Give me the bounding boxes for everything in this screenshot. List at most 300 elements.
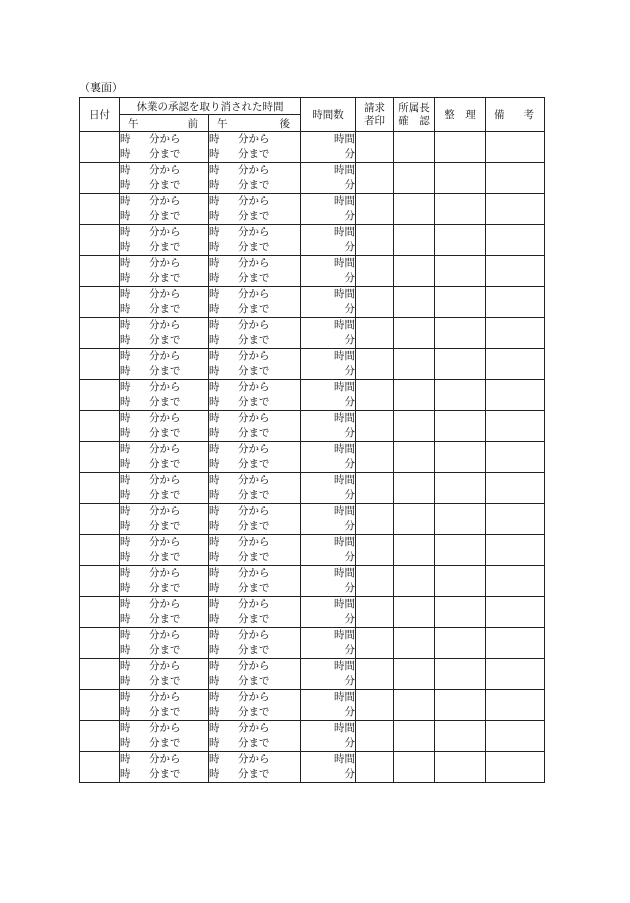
entry-remarks-cell[interactable]: [486, 411, 545, 442]
entry-arrangement-cell[interactable]: [435, 535, 486, 566]
entry-supervisor-confirm-cell[interactable]: [394, 628, 435, 659]
header-morning-right: 前: [187, 117, 198, 130]
entry-arrangement-cell[interactable]: [435, 473, 486, 504]
afternoon-start-hour-label: 時: [209, 474, 220, 486]
entry-arrangement-cell[interactable]: [435, 349, 486, 380]
entry-arrangement-cell[interactable]: [435, 132, 486, 163]
duration-hours-label: 時間: [334, 350, 355, 362]
morning-end-hour-label: 時: [120, 427, 131, 439]
entry-remarks-cell[interactable]: [486, 349, 545, 380]
entry-duration-cell[interactable]: [301, 349, 356, 380]
entry-requester-seal-cell[interactable]: [356, 721, 394, 752]
morning-start-minute-label: 分から: [149, 412, 181, 424]
header-requester-line1: 請求: [364, 101, 385, 114]
header-supervisor-confirm: [394, 98, 435, 132]
entry-duration-cell[interactable]: [301, 380, 356, 411]
entry-row: [80, 163, 545, 194]
entry-remarks-cell[interactable]: [486, 504, 545, 535]
entry-duration-cell[interactable]: [301, 411, 356, 442]
header-cancelled-time: 休業の承認を取り消された時間: [120, 98, 301, 115]
entry-requester-seal-cell[interactable]: [356, 535, 394, 566]
afternoon-end-minute-label: 分まで: [238, 644, 270, 656]
entry-supervisor-confirm-cell[interactable]: [394, 504, 435, 535]
entry-remarks-cell[interactable]: [486, 473, 545, 504]
entry-arrangement-cell[interactable]: [435, 752, 486, 783]
afternoon-end-minute-label: 分まで: [238, 210, 270, 222]
entry-remarks-cell[interactable]: [486, 628, 545, 659]
entry-morning-cell[interactable]: [120, 504, 209, 535]
afternoon-start-hour-label: 時: [209, 350, 220, 362]
page-side-label: （裏面）: [79, 81, 123, 94]
entry-date-cell[interactable]: [80, 504, 120, 535]
entry-arrangement-cell[interactable]: [435, 318, 486, 349]
entry-supervisor-confirm-cell[interactable]: [394, 442, 435, 473]
entry-morning-cell[interactable]: [120, 132, 209, 163]
entry-afternoon-cell[interactable]: [209, 132, 301, 163]
duration-minutes-label: 分: [344, 613, 355, 625]
entry-afternoon-cell[interactable]: [209, 566, 301, 597]
entry-arrangement-cell[interactable]: [435, 690, 486, 721]
morning-start-minute-label: 分から: [149, 691, 181, 703]
entry-supervisor-confirm-cell[interactable]: [394, 287, 435, 318]
entry-morning-cell[interactable]: [120, 287, 209, 318]
afternoon-start-hour-label: 時: [209, 629, 220, 641]
entry-supervisor-confirm-cell[interactable]: [394, 690, 435, 721]
entry-duration-cell[interactable]: [301, 287, 356, 318]
morning-start-minute-label: 分から: [149, 195, 181, 207]
entry-arrangement-cell[interactable]: [435, 411, 486, 442]
entry-duration-cell[interactable]: [301, 752, 356, 783]
entry-supervisor-confirm-cell[interactable]: [394, 566, 435, 597]
entry-morning-cell[interactable]: [120, 349, 209, 380]
entry-requester-seal-cell[interactable]: [356, 473, 394, 504]
entry-requester-seal-cell[interactable]: [356, 411, 394, 442]
header-row-top: [80, 98, 545, 115]
entry-duration-cell[interactable]: [301, 318, 356, 349]
entry-duration-cell[interactable]: [301, 721, 356, 752]
cancellation-record-table: [79, 97, 545, 783]
entry-duration-cell[interactable]: [301, 628, 356, 659]
entry-requester-seal-cell[interactable]: [356, 318, 394, 349]
entry-afternoon-cell[interactable]: [209, 411, 301, 442]
entry-afternoon-cell[interactable]: [209, 380, 301, 411]
entry-afternoon-cell[interactable]: [209, 349, 301, 380]
entry-duration-cell[interactable]: [301, 225, 356, 256]
afternoon-end-minute-label: 分まで: [238, 427, 270, 439]
entry-requester-seal-cell[interactable]: [356, 442, 394, 473]
morning-start-hour-label: 時: [120, 133, 131, 145]
entry-date-cell[interactable]: [80, 690, 120, 721]
entry-row: [80, 752, 545, 783]
morning-start-minute-label: 分から: [149, 133, 181, 145]
entry-requester-seal-cell[interactable]: [356, 628, 394, 659]
entry-arrangement-cell[interactable]: [435, 442, 486, 473]
morning-end-minute-label: 分まで: [149, 489, 181, 501]
entry-row: [80, 535, 545, 566]
entry-duration-cell[interactable]: [301, 163, 356, 194]
entry-requester-seal-cell[interactable]: [356, 225, 394, 256]
entry-supervisor-confirm-cell[interactable]: [394, 721, 435, 752]
entry-date-cell[interactable]: [80, 380, 120, 411]
afternoon-end-hour-label: 時: [209, 210, 220, 222]
duration-hours-label: 時間: [334, 381, 355, 393]
entry-row: [80, 132, 545, 163]
duration-hours-label: 時間: [334, 412, 355, 424]
morning-start-hour-label: 時: [120, 691, 131, 703]
entry-date-cell[interactable]: [80, 132, 120, 163]
afternoon-start-hour-label: 時: [209, 536, 220, 548]
entry-afternoon-cell[interactable]: [209, 628, 301, 659]
afternoon-start-minute-label: 分から: [238, 567, 270, 579]
entry-supervisor-confirm-cell[interactable]: [394, 163, 435, 194]
entry-date-cell[interactable]: [80, 721, 120, 752]
entry-remarks-cell[interactable]: [486, 163, 545, 194]
entry-requester-seal-cell[interactable]: [356, 256, 394, 287]
entry-remarks-cell[interactable]: [486, 690, 545, 721]
entry-date-cell[interactable]: [80, 535, 120, 566]
morning-start-hour-label: 時: [120, 629, 131, 641]
entry-afternoon-cell[interactable]: [209, 225, 301, 256]
afternoon-start-minute-label: 分から: [238, 691, 270, 703]
entry-afternoon-cell[interactable]: [209, 442, 301, 473]
entry-arrangement-cell[interactable]: [435, 256, 486, 287]
morning-start-minute-label: 分から: [149, 257, 181, 269]
entry-row: [80, 659, 545, 690]
afternoon-end-hour-label: 時: [209, 582, 220, 594]
entry-date-cell[interactable]: [80, 318, 120, 349]
entry-supervisor-confirm-cell[interactable]: [394, 318, 435, 349]
duration-hours-label: 時間: [334, 660, 355, 672]
afternoon-end-minute-label: 分まで: [238, 303, 270, 315]
entry-morning-cell[interactable]: [120, 256, 209, 287]
entry-morning-cell[interactable]: [120, 442, 209, 473]
afternoon-start-hour-label: 時: [209, 412, 220, 424]
morning-end-hour-label: 時: [120, 520, 131, 532]
entry-remarks-cell[interactable]: [486, 132, 545, 163]
morning-end-hour-label: 時: [120, 551, 131, 563]
duration-hours-label: 時間: [334, 443, 355, 455]
morning-end-hour-label: 時: [120, 241, 131, 253]
entry-morning-cell[interactable]: [120, 752, 209, 783]
entry-arrangement-cell[interactable]: [435, 225, 486, 256]
duration-minutes-label: 分: [344, 365, 355, 377]
entry-morning-cell[interactable]: [120, 318, 209, 349]
entry-morning-cell[interactable]: [120, 535, 209, 566]
morning-end-hour-label: 時: [120, 489, 131, 501]
entry-requester-seal-cell[interactable]: [356, 349, 394, 380]
morning-end-minute-label: 分まで: [149, 582, 181, 594]
afternoon-start-minute-label: 分から: [238, 257, 270, 269]
entry-morning-cell[interactable]: [120, 194, 209, 225]
entry-afternoon-cell[interactable]: [209, 659, 301, 690]
afternoon-start-minute-label: 分から: [238, 722, 270, 734]
entry-arrangement-cell[interactable]: [435, 566, 486, 597]
afternoon-start-minute-label: 分から: [238, 474, 270, 486]
entry-row: [80, 597, 545, 628]
entry-duration-cell[interactable]: [301, 597, 356, 628]
header-date: 日付: [80, 98, 120, 132]
duration-hours-label: 時間: [334, 629, 355, 641]
entry-supervisor-confirm-cell[interactable]: [394, 535, 435, 566]
entry-remarks-cell[interactable]: [486, 287, 545, 318]
duration-minutes-label: 分: [344, 210, 355, 222]
afternoon-start-hour-label: 時: [209, 164, 220, 176]
entry-afternoon-cell[interactable]: [209, 535, 301, 566]
morning-end-hour-label: 時: [120, 365, 131, 377]
entry-supervisor-confirm-cell[interactable]: [394, 256, 435, 287]
entry-afternoon-cell[interactable]: [209, 721, 301, 752]
morning-start-hour-label: 時: [120, 195, 131, 207]
entry-arrangement-cell[interactable]: [435, 380, 486, 411]
duration-hours-label: 時間: [334, 474, 355, 486]
entry-arrangement-cell[interactable]: [435, 659, 486, 690]
entry-date-cell[interactable]: [80, 628, 120, 659]
afternoon-start-minute-label: 分から: [238, 505, 270, 517]
entry-date-cell[interactable]: [80, 225, 120, 256]
entry-supervisor-confirm-cell[interactable]: [394, 597, 435, 628]
afternoon-end-hour-label: 時: [209, 148, 220, 160]
morning-end-minute-label: 分まで: [149, 272, 181, 284]
entry-supervisor-confirm-cell[interactable]: [394, 194, 435, 225]
afternoon-start-minute-label: 分から: [238, 660, 270, 672]
entry-duration-cell[interactable]: [301, 535, 356, 566]
entry-requester-seal-cell[interactable]: [356, 287, 394, 318]
entry-morning-cell[interactable]: [120, 566, 209, 597]
afternoon-end-minute-label: 分まで: [238, 582, 270, 594]
entry-requester-seal-cell[interactable]: [356, 163, 394, 194]
entry-morning-cell[interactable]: [120, 628, 209, 659]
morning-start-minute-label: 分から: [149, 350, 181, 362]
afternoon-end-hour-label: 時: [209, 179, 220, 191]
afternoon-end-hour-label: 時: [209, 303, 220, 315]
entry-morning-cell[interactable]: [120, 163, 209, 194]
entry-requester-seal-cell[interactable]: [356, 380, 394, 411]
entry-requester-seal-cell[interactable]: [356, 566, 394, 597]
header-duration: 時間数: [301, 98, 356, 132]
afternoon-end-hour-label: 時: [209, 334, 220, 346]
entry-remarks-cell[interactable]: [486, 721, 545, 752]
entry-remarks-cell[interactable]: [486, 535, 545, 566]
entry-requester-seal-cell[interactable]: [356, 752, 394, 783]
entry-date-cell[interactable]: [80, 194, 120, 225]
afternoon-end-minute-label: 分まで: [238, 148, 270, 160]
afternoon-end-minute-label: 分まで: [238, 675, 270, 687]
morning-start-minute-label: 分から: [149, 443, 181, 455]
duration-minutes-label: 分: [344, 768, 355, 780]
entry-arrangement-cell[interactable]: [435, 163, 486, 194]
entry-remarks-cell[interactable]: [486, 380, 545, 411]
header-remarks-left: 備: [494, 109, 505, 121]
morning-start-hour-label: 時: [120, 443, 131, 455]
afternoon-start-minute-label: 分から: [238, 629, 270, 641]
entry-row: [80, 225, 545, 256]
morning-end-minute-label: 分まで: [149, 365, 181, 377]
morning-start-hour-label: 時: [120, 660, 131, 672]
entry-afternoon-cell[interactable]: [209, 473, 301, 504]
morning-end-minute-label: 分まで: [149, 396, 181, 408]
morning-end-hour-label: 時: [120, 303, 131, 315]
duration-hours-label: 時間: [334, 257, 355, 269]
entry-requester-seal-cell[interactable]: [356, 659, 394, 690]
morning-start-hour-label: 時: [120, 350, 131, 362]
entry-duration-cell[interactable]: [301, 194, 356, 225]
entry-row: [80, 566, 545, 597]
entry-arrangement-cell[interactable]: [435, 597, 486, 628]
afternoon-start-minute-label: 分から: [238, 412, 270, 424]
duration-hours-label: 時間: [334, 226, 355, 238]
entry-duration-cell[interactable]: [301, 256, 356, 287]
entry-supervisor-confirm-cell[interactable]: [394, 411, 435, 442]
entry-row: [80, 380, 545, 411]
afternoon-end-minute-label: 分まで: [238, 551, 270, 563]
afternoon-start-minute-label: 分から: [238, 443, 270, 455]
afternoon-end-minute-label: 分まで: [238, 489, 270, 501]
morning-end-hour-label: 時: [120, 644, 131, 656]
duration-minutes-label: 分: [344, 272, 355, 284]
entry-afternoon-cell[interactable]: [209, 256, 301, 287]
entry-remarks-cell[interactable]: [486, 659, 545, 690]
entry-supervisor-confirm-cell[interactable]: [394, 225, 435, 256]
morning-end-minute-label: 分まで: [149, 303, 181, 315]
morning-start-hour-label: 時: [120, 567, 131, 579]
entry-morning-cell[interactable]: [120, 721, 209, 752]
duration-minutes-label: 分: [344, 179, 355, 191]
entry-remarks-cell[interactable]: [486, 194, 545, 225]
header-afternoon-right: 後: [279, 117, 290, 130]
afternoon-end-hour-label: 時: [209, 737, 220, 749]
entry-arrangement-cell[interactable]: [435, 721, 486, 752]
entry-requester-seal-cell[interactable]: [356, 504, 394, 535]
entry-afternoon-cell[interactable]: [209, 752, 301, 783]
duration-minutes-label: 分: [344, 582, 355, 594]
entry-morning-cell[interactable]: [120, 473, 209, 504]
morning-end-minute-label: 分まで: [149, 179, 181, 191]
morning-start-minute-label: 分から: [149, 226, 181, 238]
morning-end-minute-label: 分まで: [149, 241, 181, 253]
entry-date-cell[interactable]: [80, 473, 120, 504]
morning-start-minute-label: 分から: [149, 381, 181, 393]
duration-minutes-label: 分: [344, 706, 355, 718]
entry-supervisor-confirm-cell[interactable]: [394, 752, 435, 783]
entry-requester-seal-cell[interactable]: [356, 194, 394, 225]
entry-arrangement-cell[interactable]: [435, 504, 486, 535]
entry-requester-seal-cell[interactable]: [356, 690, 394, 721]
entry-arrangement-cell[interactable]: [435, 287, 486, 318]
morning-end-hour-label: 時: [120, 179, 131, 191]
entry-date-cell[interactable]: [80, 752, 120, 783]
entry-date-cell[interactable]: [80, 597, 120, 628]
entry-row: [80, 318, 545, 349]
entry-supervisor-confirm-cell[interactable]: [394, 132, 435, 163]
morning-end-minute-label: 分まで: [149, 644, 181, 656]
entry-remarks-cell[interactable]: [486, 318, 545, 349]
entry-date-cell[interactable]: [80, 349, 120, 380]
morning-start-minute-label: 分から: [149, 319, 181, 331]
entry-morning-cell[interactable]: [120, 411, 209, 442]
entry-duration-cell[interactable]: [301, 132, 356, 163]
header-morning-left: 午: [128, 117, 139, 130]
duration-minutes-label: 分: [344, 303, 355, 315]
entry-duration-cell[interactable]: [301, 442, 356, 473]
entry-supervisor-confirm-cell[interactable]: [394, 380, 435, 411]
entry-duration-cell[interactable]: [301, 659, 356, 690]
afternoon-start-minute-label: 分から: [238, 226, 270, 238]
entry-afternoon-cell[interactable]: [209, 194, 301, 225]
duration-minutes-label: 分: [344, 675, 355, 687]
morning-start-hour-label: 時: [120, 474, 131, 486]
entry-supervisor-confirm-cell[interactable]: [394, 349, 435, 380]
afternoon-start-hour-label: 時: [209, 319, 220, 331]
morning-end-minute-label: 分まで: [149, 737, 181, 749]
entry-duration-cell[interactable]: [301, 473, 356, 504]
entry-afternoon-cell[interactable]: [209, 318, 301, 349]
entry-remarks-cell[interactable]: [486, 752, 545, 783]
morning-end-minute-label: 分まで: [149, 551, 181, 563]
duration-hours-label: 時間: [334, 598, 355, 610]
entry-afternoon-cell[interactable]: [209, 287, 301, 318]
entry-morning-cell[interactable]: [120, 380, 209, 411]
morning-start-minute-label: 分から: [149, 598, 181, 610]
entry-morning-cell[interactable]: [120, 597, 209, 628]
entry-row: [80, 349, 545, 380]
entry-remarks-cell[interactable]: [486, 256, 545, 287]
entry-supervisor-confirm-cell[interactable]: [394, 659, 435, 690]
morning-start-hour-label: 時: [120, 412, 131, 424]
afternoon-end-minute-label: 分まで: [238, 458, 270, 470]
entry-morning-cell[interactable]: [120, 225, 209, 256]
morning-end-minute-label: 分まで: [149, 148, 181, 160]
duration-minutes-label: 分: [344, 396, 355, 408]
entry-date-cell[interactable]: [80, 411, 120, 442]
entry-supervisor-confirm-cell[interactable]: [394, 473, 435, 504]
entry-requester-seal-cell[interactable]: [356, 597, 394, 628]
entry-date-cell[interactable]: [80, 163, 120, 194]
entry-date-cell[interactable]: [80, 256, 120, 287]
entry-remarks-cell[interactable]: [486, 566, 545, 597]
entry-requester-seal-cell[interactable]: [356, 132, 394, 163]
entry-arrangement-cell[interactable]: [435, 628, 486, 659]
entry-remarks-cell[interactable]: [486, 597, 545, 628]
entry-duration-cell[interactable]: [301, 504, 356, 535]
morning-end-hour-label: 時: [120, 458, 131, 470]
afternoon-end-hour-label: 時: [209, 489, 220, 501]
entry-row: [80, 194, 545, 225]
entry-date-cell[interactable]: [80, 442, 120, 473]
entry-afternoon-cell[interactable]: [209, 163, 301, 194]
entry-duration-cell[interactable]: [301, 690, 356, 721]
afternoon-start-hour-label: 時: [209, 505, 220, 517]
entry-arrangement-cell[interactable]: [435, 194, 486, 225]
entry-morning-cell[interactable]: [120, 659, 209, 690]
entry-afternoon-cell[interactable]: [209, 690, 301, 721]
entry-date-cell[interactable]: [80, 566, 120, 597]
morning-end-hour-label: 時: [120, 334, 131, 346]
entry-remarks-cell[interactable]: [486, 225, 545, 256]
duration-hours-label: 時間: [334, 505, 355, 517]
entry-duration-cell[interactable]: [301, 566, 356, 597]
entry-morning-cell[interactable]: [120, 690, 209, 721]
entry-afternoon-cell[interactable]: [209, 504, 301, 535]
entry-afternoon-cell[interactable]: [209, 597, 301, 628]
afternoon-start-minute-label: 分から: [238, 133, 270, 145]
entry-remarks-cell[interactable]: [486, 442, 545, 473]
morning-start-hour-label: 時: [120, 288, 131, 300]
entry-date-cell[interactable]: [80, 287, 120, 318]
afternoon-end-minute-label: 分まで: [238, 613, 270, 625]
entry-date-cell[interactable]: [80, 659, 120, 690]
morning-start-hour-label: 時: [120, 536, 131, 548]
afternoon-start-hour-label: 時: [209, 195, 220, 207]
